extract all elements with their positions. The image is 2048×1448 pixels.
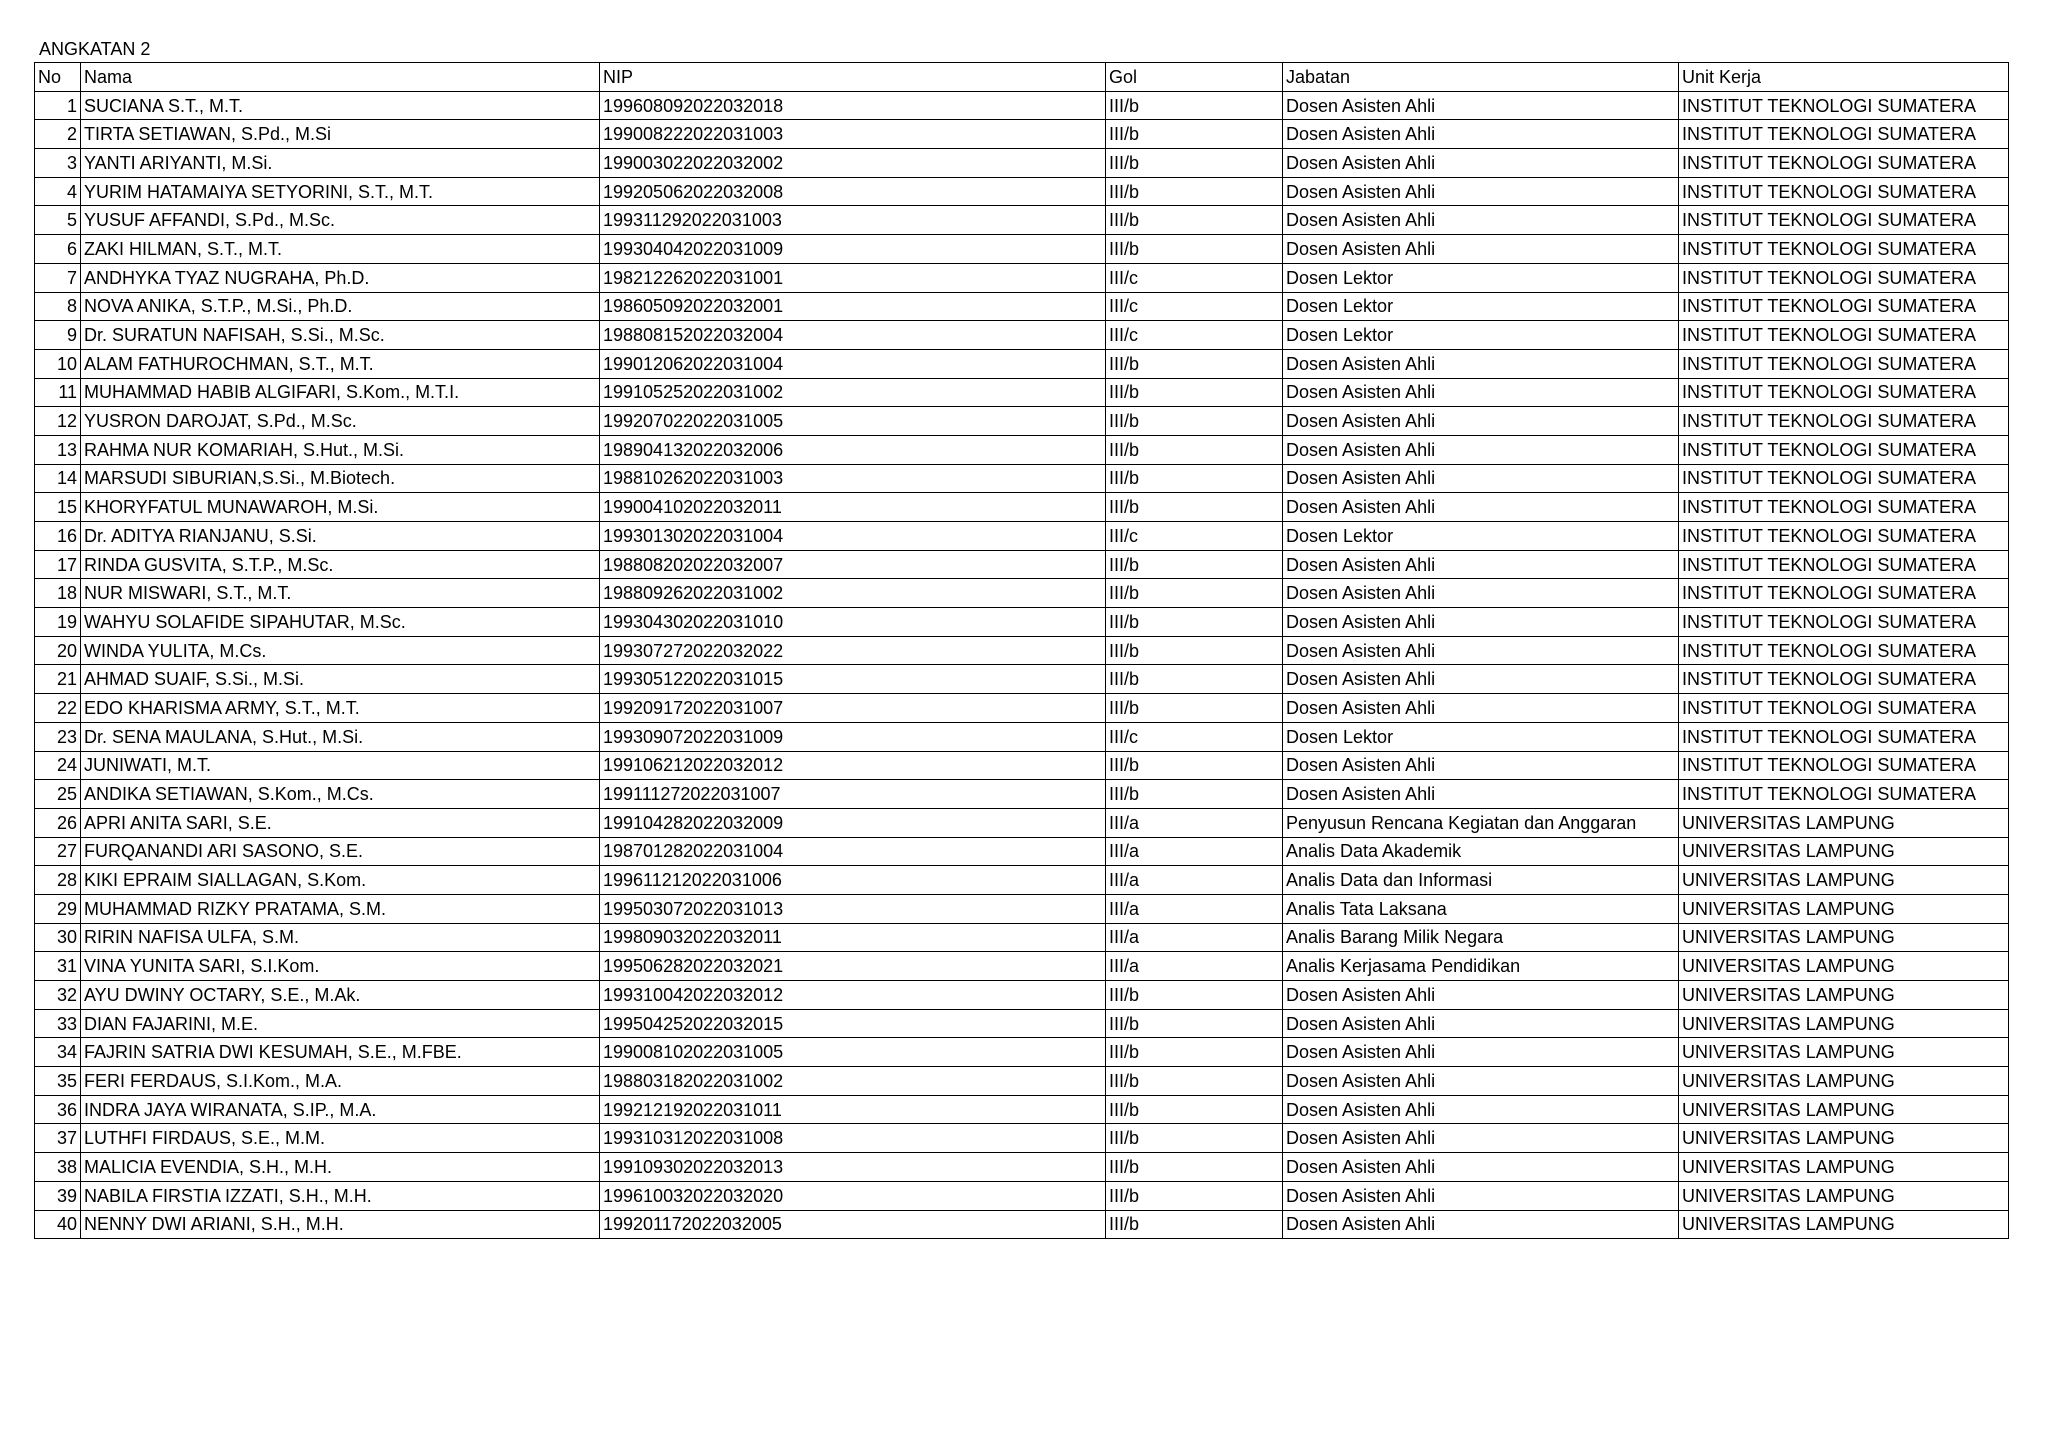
cell-unit-kerja: UNIVERSITAS LAMPUNG [1679,1095,2009,1124]
cell-unit-kerja: UNIVERSITAS LAMPUNG [1679,837,2009,866]
cell-gol: III/b [1106,1124,1283,1153]
cell-no: 15 [35,493,81,522]
table-row [35,1210,2009,1239]
cell-gol: III/a [1106,866,1283,895]
table-row [35,1153,2009,1182]
cell-nama: Dr. SENA MAULANA, S.Hut., M.Si. [81,722,600,751]
cell-nip: 198605092022032001 [600,292,1106,321]
table-row [35,981,2009,1010]
cell-nama: NOVA ANIKA, S.T.P., M.Si., Ph.D. [81,292,600,321]
cell-nama: DIAN FAJARINI, M.E. [81,1009,600,1038]
table-row [35,235,2009,264]
cell-no: 8 [35,292,81,321]
cell-gol: III/a [1106,894,1283,923]
cell-jabatan: Dosen Asisten Ahli [1283,1153,1679,1182]
cell-gol: III/b [1106,378,1283,407]
cell-unit-kerja: UNIVERSITAS LAMPUNG [1679,1210,2009,1239]
cell-gol: III/b [1106,1067,1283,1096]
cell-jabatan: Dosen Lektor [1283,263,1679,292]
cell-gol: III/c [1106,321,1283,350]
cell-jabatan: Dosen Asisten Ahli [1283,1067,1679,1096]
cell-jabatan: Dosen Asisten Ahli [1283,780,1679,809]
cell-no: 39 [35,1181,81,1210]
cell-jabatan: Dosen Asisten Ahli [1283,1095,1679,1124]
cell-unit-kerja: INSTITUT TEKNOLOGI SUMATERA [1679,349,2009,378]
cell-jabatan: Analis Tata Laksana [1283,894,1679,923]
cell-jabatan: Dosen Asisten Ahli [1283,636,1679,665]
cell-unit-kerja: UNIVERSITAS LAMPUNG [1679,923,2009,952]
table-row [35,177,2009,206]
cell-nip: 199305122022031015 [600,665,1106,694]
cell-nip: 199205062022032008 [600,177,1106,206]
cell-jabatan: Penyusun Rencana Kegiatan dan Anggaran [1283,808,1679,837]
cell-jabatan: Analis Data Akademik [1283,837,1679,866]
cell-no: 11 [35,378,81,407]
cell-jabatan: Dosen Asisten Ahli [1283,149,1679,178]
cell-nip: 199104282022032009 [600,808,1106,837]
cell-nama: YURIM HATAMAIYA SETYORINI, S.T., M.T. [81,177,600,206]
cell-nip: 199307272022032022 [600,636,1106,665]
table-row [35,894,2009,923]
cell-jabatan: Dosen Asisten Ahli [1283,493,1679,522]
cell-no: 12 [35,407,81,436]
header-nip: NIP [600,63,1106,92]
header-nama: Nama [81,63,600,92]
table-row [35,1067,2009,1096]
cell-jabatan: Dosen Asisten Ahli [1283,1124,1679,1153]
cell-no: 30 [35,923,81,952]
cell-nama: Dr. SURATUN NAFISAH, S.Si., M.Sc. [81,321,600,350]
cell-nip: 199608092022032018 [600,91,1106,120]
table-row [35,1038,2009,1067]
cell-nama: SUCIANA S.T., M.T. [81,91,600,120]
cell-nama: NABILA FIRSTIA IZZATI, S.H., M.H. [81,1181,600,1210]
cell-no: 35 [35,1067,81,1096]
cell-unit-kerja: INSTITUT TEKNOLOGI SUMATERA [1679,636,2009,665]
table-row [35,120,2009,149]
cell-no: 7 [35,263,81,292]
cell-unit-kerja: INSTITUT TEKNOLOGI SUMATERA [1679,378,2009,407]
cell-no: 21 [35,665,81,694]
table-row [35,1095,2009,1124]
cell-nama: ZAKI HILMAN, S.T., M.T. [81,235,600,264]
table-row [35,522,2009,551]
cell-no: 23 [35,722,81,751]
cell-nip: 199610032022032020 [600,1181,1106,1210]
table-row [35,292,2009,321]
cell-gol: III/b [1106,206,1283,235]
cell-nama: ANDIKA SETIAWAN, S.Kom., M.Cs. [81,780,600,809]
table-row [35,378,2009,407]
table-row [35,751,2009,780]
cell-nama: YUSUF AFFANDI, S.Pd., M.Sc. [81,206,600,235]
table-row [35,722,2009,751]
table-row [35,464,2009,493]
cell-nip: 199304302022031010 [600,608,1106,637]
cell-nip: 199311292022031003 [600,206,1106,235]
cell-jabatan: Dosen Lektor [1283,321,1679,350]
table-row [35,780,2009,809]
cell-nip: 199004102022032011 [600,493,1106,522]
cell-nip: 199012062022031004 [600,349,1106,378]
cell-nama: NUR MISWARI, S.T., M.T. [81,579,600,608]
cell-no: 31 [35,952,81,981]
cell-gol: III/b [1106,235,1283,264]
table-row [35,206,2009,235]
cell-unit-kerja: INSTITUT TEKNOLOGI SUMATERA [1679,579,2009,608]
cell-jabatan: Dosen Lektor [1283,292,1679,321]
cell-unit-kerja: INSTITUT TEKNOLOGI SUMATERA [1679,751,2009,780]
cell-nip: 199207022022031005 [600,407,1106,436]
cell-jabatan: Analis Kerjasama Pendidikan [1283,952,1679,981]
cell-nip: 199212192022031011 [600,1095,1106,1124]
cell-jabatan: Dosen Asisten Ahli [1283,550,1679,579]
cell-gol: III/a [1106,837,1283,866]
cell-gol: III/b [1106,1210,1283,1239]
cell-jabatan: Dosen Asisten Ahli [1283,1210,1679,1239]
cell-jabatan: Dosen Asisten Ahli [1283,981,1679,1010]
cell-nama: MUHAMMAD HABIB ALGIFARI, S.Kom., M.T.I. [81,378,600,407]
cell-jabatan: Dosen Lektor [1283,722,1679,751]
cell-gol: III/b [1106,91,1283,120]
cell-jabatan: Dosen Asisten Ahli [1283,407,1679,436]
cell-unit-kerja: INSTITUT TEKNOLOGI SUMATERA [1679,550,2009,579]
cell-jabatan: Dosen Asisten Ahli [1283,751,1679,780]
table-row [35,923,2009,952]
cell-nama: RINDA GUSVITA, S.T.P., M.Sc. [81,550,600,579]
header-unit-kerja: Unit Kerja [1679,63,2009,92]
cell-unit-kerja: UNIVERSITAS LAMPUNG [1679,1038,2009,1067]
cell-nip: 199809032022032011 [600,923,1106,952]
cell-gol: III/b [1106,177,1283,206]
cell-nama: EDO KHARISMA ARMY, S.T., M.T. [81,694,600,723]
cell-jabatan: Dosen Asisten Ahli [1283,1038,1679,1067]
table-body [35,91,2009,1239]
header-gol: Gol [1106,63,1283,92]
cell-nip: 199506282022032021 [600,952,1106,981]
cell-nip: 199109302022032013 [600,1153,1106,1182]
table-row [35,952,2009,981]
cell-nip: 199304042022031009 [600,235,1106,264]
cell-no: 20 [35,636,81,665]
table-row [35,694,2009,723]
cell-gol: III/a [1106,923,1283,952]
cell-no: 10 [35,349,81,378]
cell-gol: III/c [1106,722,1283,751]
cell-nip: 199106212022032012 [600,751,1106,780]
cell-nip: 199201172022032005 [600,1210,1106,1239]
cell-gol: III/b [1106,665,1283,694]
cell-gol: III/b [1106,149,1283,178]
cell-jabatan: Dosen Asisten Ahli [1283,435,1679,464]
cell-unit-kerja: UNIVERSITAS LAMPUNG [1679,1009,2009,1038]
cell-nip: 199105252022031002 [600,378,1106,407]
cell-no: 16 [35,522,81,551]
cell-jabatan: Dosen Asisten Ahli [1283,206,1679,235]
cell-jabatan: Analis Barang Milik Negara [1283,923,1679,952]
table-row [35,263,2009,292]
cell-nama: WINDA YULITA, M.Cs. [81,636,600,665]
cell-gol: III/b [1106,636,1283,665]
cell-no: 33 [35,1009,81,1038]
cell-unit-kerja: UNIVERSITAS LAMPUNG [1679,894,2009,923]
cell-no: 2 [35,120,81,149]
sheet-title: ANGKATAN 2 [39,39,151,59]
table-row [35,808,2009,837]
cell-unit-kerja: UNIVERSITAS LAMPUNG [1679,808,2009,837]
cell-no: 13 [35,435,81,464]
cell-gol: III/b [1106,550,1283,579]
cell-nama: MARSUDI SIBURIAN,S.Si., M.Biotech. [81,464,600,493]
cell-no: 26 [35,808,81,837]
table-row [35,1181,2009,1210]
cell-jabatan: Dosen Asisten Ahli [1283,91,1679,120]
table-row [35,149,2009,178]
cell-gol: III/b [1106,1095,1283,1124]
cell-unit-kerja: INSTITUT TEKNOLOGI SUMATERA [1679,407,2009,436]
cell-gol: III/b [1106,120,1283,149]
cell-jabatan: Dosen Asisten Ahli [1283,464,1679,493]
cell-jabatan: Dosen Asisten Ahli [1283,1009,1679,1038]
table-header-row [35,63,2009,92]
cell-gol: III/c [1106,292,1283,321]
cell-gol: III/b [1106,579,1283,608]
cell-gol: III/b [1106,1153,1283,1182]
cell-nama: KIKI EPRAIM SIALLAGAN, S.Kom. [81,866,600,895]
table-row [35,407,2009,436]
cell-no: 9 [35,321,81,350]
cell-unit-kerja: UNIVERSITAS LAMPUNG [1679,866,2009,895]
cell-gol: III/b [1106,1009,1283,1038]
cell-unit-kerja: INSTITUT TEKNOLOGI SUMATERA [1679,206,2009,235]
cell-gol: III/b [1106,493,1283,522]
cell-unit-kerja: INSTITUT TEKNOLOGI SUMATERA [1679,435,2009,464]
cell-unit-kerja: INSTITUT TEKNOLOGI SUMATERA [1679,235,2009,264]
cell-jabatan: Dosen Asisten Ahli [1283,1181,1679,1210]
cell-unit-kerja: INSTITUT TEKNOLOGI SUMATERA [1679,321,2009,350]
header-jabatan: Jabatan [1283,63,1679,92]
cell-unit-kerja: INSTITUT TEKNOLOGI SUMATERA [1679,722,2009,751]
cell-nama: WAHYU SOLAFIDE SIPAHUTAR, M.Sc. [81,608,600,637]
cell-nama: ALAM FATHUROCHMAN, S.T., M.T. [81,349,600,378]
cell-nama: FERI FERDAUS, S.I.Kom., M.A. [81,1067,600,1096]
cell-gol: III/b [1106,981,1283,1010]
cell-gol: III/b [1106,780,1283,809]
cell-gol: III/a [1106,808,1283,837]
cell-nip: 199611212022031006 [600,866,1106,895]
cell-nip: 199504252022032015 [600,1009,1106,1038]
cell-no: 19 [35,608,81,637]
table-row [35,608,2009,637]
cell-gol: III/c [1106,263,1283,292]
cell-nama: FAJRIN SATRIA DWI KESUMAH, S.E., M.FBE. [81,1038,600,1067]
cell-unit-kerja: UNIVERSITAS LAMPUNG [1679,981,2009,1010]
cell-no: 14 [35,464,81,493]
cell-no: 24 [35,751,81,780]
cell-nip: 199301302022031004 [600,522,1106,551]
cell-unit-kerja: UNIVERSITAS LAMPUNG [1679,1181,2009,1210]
cell-nip: 199008102022031005 [600,1038,1106,1067]
cell-unit-kerja: INSTITUT TEKNOLOGI SUMATERA [1679,292,2009,321]
cell-unit-kerja: INSTITUT TEKNOLOGI SUMATERA [1679,177,2009,206]
table-row [35,866,2009,895]
cell-no: 27 [35,837,81,866]
cell-nip: 198803182022031002 [600,1067,1106,1096]
cell-no: 3 [35,149,81,178]
cell-nip: 199310312022031008 [600,1124,1106,1153]
cell-unit-kerja: INSTITUT TEKNOLOGI SUMATERA [1679,263,2009,292]
table-row [35,435,2009,464]
cell-unit-kerja: INSTITUT TEKNOLOGI SUMATERA [1679,493,2009,522]
cell-nip: 199111272022031007 [600,780,1106,809]
cell-jabatan: Dosen Asisten Ahli [1283,120,1679,149]
cell-unit-kerja: UNIVERSITAS LAMPUNG [1679,1067,2009,1096]
cell-nip: 199310042022032012 [600,981,1106,1010]
cell-gol: III/b [1106,407,1283,436]
cell-nama: YUSRON DAROJAT, S.Pd., M.Sc. [81,407,600,436]
cell-jabatan: Dosen Asisten Ahli [1283,694,1679,723]
table-row [35,579,2009,608]
cell-nip: 198808202022032007 [600,550,1106,579]
cell-unit-kerja: INSTITUT TEKNOLOGI SUMATERA [1679,780,2009,809]
cell-jabatan: Dosen Asisten Ahli [1283,378,1679,407]
cell-no: 32 [35,981,81,1010]
cell-unit-kerja: INSTITUT TEKNOLOGI SUMATERA [1679,464,2009,493]
cell-no: 1 [35,91,81,120]
cell-no: 28 [35,866,81,895]
cell-no: 37 [35,1124,81,1153]
cell-unit-kerja: INSTITUT TEKNOLOGI SUMATERA [1679,665,2009,694]
cell-unit-kerja: INSTITUT TEKNOLOGI SUMATERA [1679,608,2009,637]
table-row [35,550,2009,579]
cell-nip: 199309072022031009 [600,722,1106,751]
cell-nama: APRI ANITA SARI, S.E. [81,808,600,837]
table-row [35,665,2009,694]
table-row [35,837,2009,866]
cell-jabatan: Dosen Asisten Ahli [1283,579,1679,608]
table-row [35,321,2009,350]
cell-unit-kerja: INSTITUT TEKNOLOGI SUMATERA [1679,522,2009,551]
cell-nip: 199003022022032002 [600,149,1106,178]
table-row [35,349,2009,378]
table-row [35,1124,2009,1153]
table-row [35,91,2009,120]
cell-gol: III/b [1106,1038,1283,1067]
cell-unit-kerja: UNIVERSITAS LAMPUNG [1679,1124,2009,1153]
cell-unit-kerja: UNIVERSITAS LAMPUNG [1679,952,2009,981]
cell-gol: III/a [1106,952,1283,981]
cell-nip: 198701282022031004 [600,837,1106,866]
cell-nama: RIRIN NAFISA ULFA, S.M. [81,923,600,952]
cell-nama: MALICIA EVENDIA, S.H., M.H. [81,1153,600,1182]
cell-nip: 198904132022032006 [600,435,1106,464]
cell-nama: ANDHYKA TYAZ NUGRAHA, Ph.D. [81,263,600,292]
table-row [35,636,2009,665]
cell-unit-kerja: UNIVERSITAS LAMPUNG [1679,1153,2009,1182]
cell-gol: III/b [1106,694,1283,723]
cell-jabatan: Analis Data dan Informasi [1283,866,1679,895]
cell-no: 4 [35,177,81,206]
cell-no: 18 [35,579,81,608]
cell-nama: VINA YUNITA SARI, S.I.Kom. [81,952,600,981]
cell-no: 38 [35,1153,81,1182]
cell-no: 40 [35,1210,81,1239]
cell-nip: 198810262022031003 [600,464,1106,493]
cell-gol: III/b [1106,1181,1283,1210]
cell-no: 29 [35,894,81,923]
cell-nip: 198212262022031001 [600,263,1106,292]
table-row [35,493,2009,522]
header-no: No [35,63,81,92]
cell-nama: FURQANANDI ARI SASONO, S.E. [81,837,600,866]
cell-unit-kerja: INSTITUT TEKNOLOGI SUMATERA [1679,149,2009,178]
cell-nip: 198808152022032004 [600,321,1106,350]
cell-nama: Dr. ADITYA RIANJANU, S.Si. [81,522,600,551]
cell-nama: AHMAD SUAIF, S.Si., M.Si. [81,665,600,694]
cell-unit-kerja: INSTITUT TEKNOLOGI SUMATERA [1679,91,2009,120]
cell-no: 25 [35,780,81,809]
cell-nama: YANTI ARIYANTI, M.Si. [81,149,600,178]
cell-unit-kerja: INSTITUT TEKNOLOGI SUMATERA [1679,120,2009,149]
cell-nama: LUTHFI FIRDAUS, S.E., M.M. [81,1124,600,1153]
cell-jabatan: Dosen Asisten Ahli [1283,665,1679,694]
cell-gol: III/b [1106,751,1283,780]
cell-nip: 199503072022031013 [600,894,1106,923]
cell-nama: MUHAMMAD RIZKY PRATAMA, S.M. [81,894,600,923]
cell-jabatan: Dosen Asisten Ahli [1283,608,1679,637]
table-row [35,1009,2009,1038]
cell-nama: KHORYFATUL MUNAWAROH, M.Si. [81,493,600,522]
cell-nip: 199008222022031003 [600,120,1106,149]
cell-gol: III/b [1106,435,1283,464]
cell-no: 36 [35,1095,81,1124]
cell-nama: RAHMA NUR KOMARIAH, S.Hut., M.Si. [81,435,600,464]
cell-gol: III/b [1106,349,1283,378]
cell-nip: 198809262022031002 [600,579,1106,608]
cell-no: 34 [35,1038,81,1067]
cell-nama: INDRA JAYA WIRANATA, S.IP., M.A. [81,1095,600,1124]
cell-gol: III/c [1106,522,1283,551]
cell-nama: NENNY DWI ARIANI, S.H., M.H. [81,1210,600,1239]
cell-gol: III/b [1106,464,1283,493]
cell-unit-kerja: INSTITUT TEKNOLOGI SUMATERA [1679,694,2009,723]
cell-jabatan: Dosen Asisten Ahli [1283,235,1679,264]
cell-jabatan: Dosen Asisten Ahli [1283,177,1679,206]
cell-jabatan: Dosen Lektor [1283,522,1679,551]
cell-nama: AYU DWINY OCTARY, S.E., M.Ak. [81,981,600,1010]
participant-table [34,62,2009,1239]
cell-jabatan: Dosen Asisten Ahli [1283,349,1679,378]
cell-nama: JUNIWATI, M.T. [81,751,600,780]
cell-no: 22 [35,694,81,723]
cell-no: 6 [35,235,81,264]
cell-no: 5 [35,206,81,235]
cell-gol: III/b [1106,608,1283,637]
cell-no: 17 [35,550,81,579]
cell-nama: TIRTA SETIAWAN, S.Pd., M.Si [81,120,600,149]
cell-nip: 199209172022031007 [600,694,1106,723]
